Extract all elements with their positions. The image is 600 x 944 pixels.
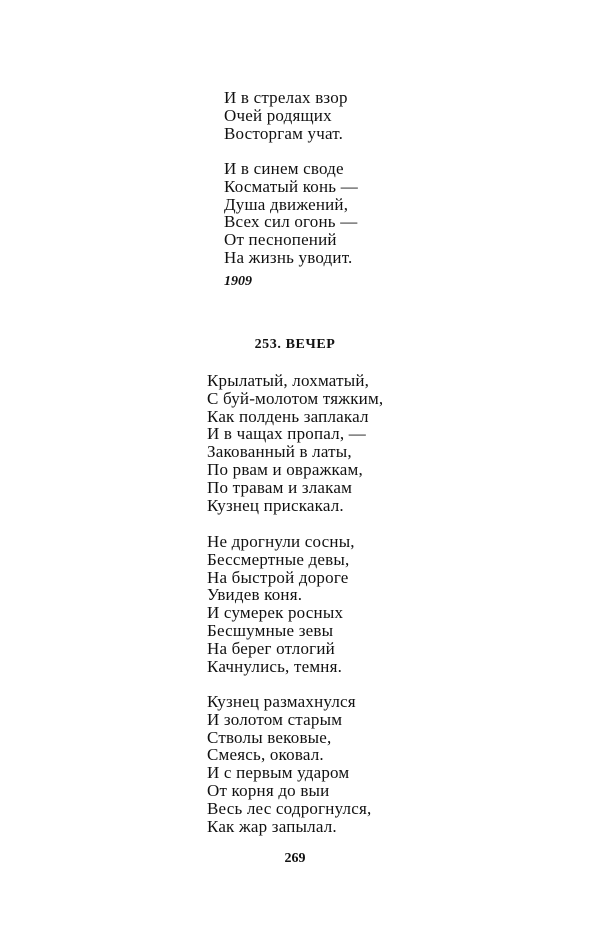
verse-line: Закованный в латы, — [207, 442, 352, 462]
verse-line: На быстрой дороге — [207, 567, 349, 587]
poem-stanza-1 — [207, 372, 383, 514]
verse-line: Как жар запылал. — [207, 816, 337, 836]
verse-line: Бессмертные девы, — [207, 549, 350, 569]
verse-line: Смеясь, оковал. — [207, 745, 324, 765]
verse-line: Крылатый, лохматый, — [207, 371, 370, 390]
verse-line: Не дрогнули сосны, — [207, 532, 355, 551]
verse-line: И с первым ударом — [207, 763, 350, 783]
verse-line: На жизнь уводит. — [224, 247, 353, 267]
poem-stanza-3 — [207, 693, 371, 835]
verse-line: По рвам и овражкам, — [207, 459, 363, 479]
verse-line: Кузнец прискакал. — [207, 495, 344, 515]
previous-poem-stanza-1 — [224, 89, 348, 142]
verse-line: Душа движений, — [224, 194, 349, 214]
page-number: 269 — [284, 851, 306, 866]
verse-line: Очей родящих — [224, 105, 332, 125]
verse-line: По травам и злакам — [207, 477, 353, 497]
verse-line: На берег отлогий — [207, 638, 335, 658]
verse-line: Стволы вековые, — [207, 727, 332, 747]
poem-stanza-2 — [207, 533, 355, 675]
verse-line: Восторгам учат. — [224, 123, 344, 143]
verse-line: Весь лес содрогнулся, — [207, 798, 372, 818]
verse-line: Кузнец размахнулся — [207, 692, 356, 711]
verse-line: Всех сил огонь — — [224, 212, 358, 232]
verse-line: И золотом старым — [207, 709, 343, 729]
previous-poem-stanza-2 — [224, 160, 358, 267]
verse-line: Увидев коня. — [207, 585, 303, 605]
verse-line: И в стрелах взор — [224, 88, 348, 107]
poem-year: 1909 — [224, 274, 252, 289]
verse-line: И в чащах пропал, — — [207, 424, 366, 444]
verse-line: Бесшумные зевы — [207, 620, 334, 640]
verse-line: Косматый конь — — [224, 176, 358, 196]
verse-line: И сумерек росных — [207, 603, 344, 623]
verse-line: И в синем своде — [224, 159, 344, 178]
poem-title: 253. ВЕЧЕР — [254, 337, 336, 352]
verse-line: С буй-молотом тяжким, — [207, 388, 384, 408]
verse-line: От корня до выи — [207, 780, 330, 800]
verse-line: Качнулись, темня. — [207, 656, 343, 676]
verse-line: От песнопений — [224, 230, 337, 250]
verse-line: Как полдень заплакал — [207, 406, 369, 426]
